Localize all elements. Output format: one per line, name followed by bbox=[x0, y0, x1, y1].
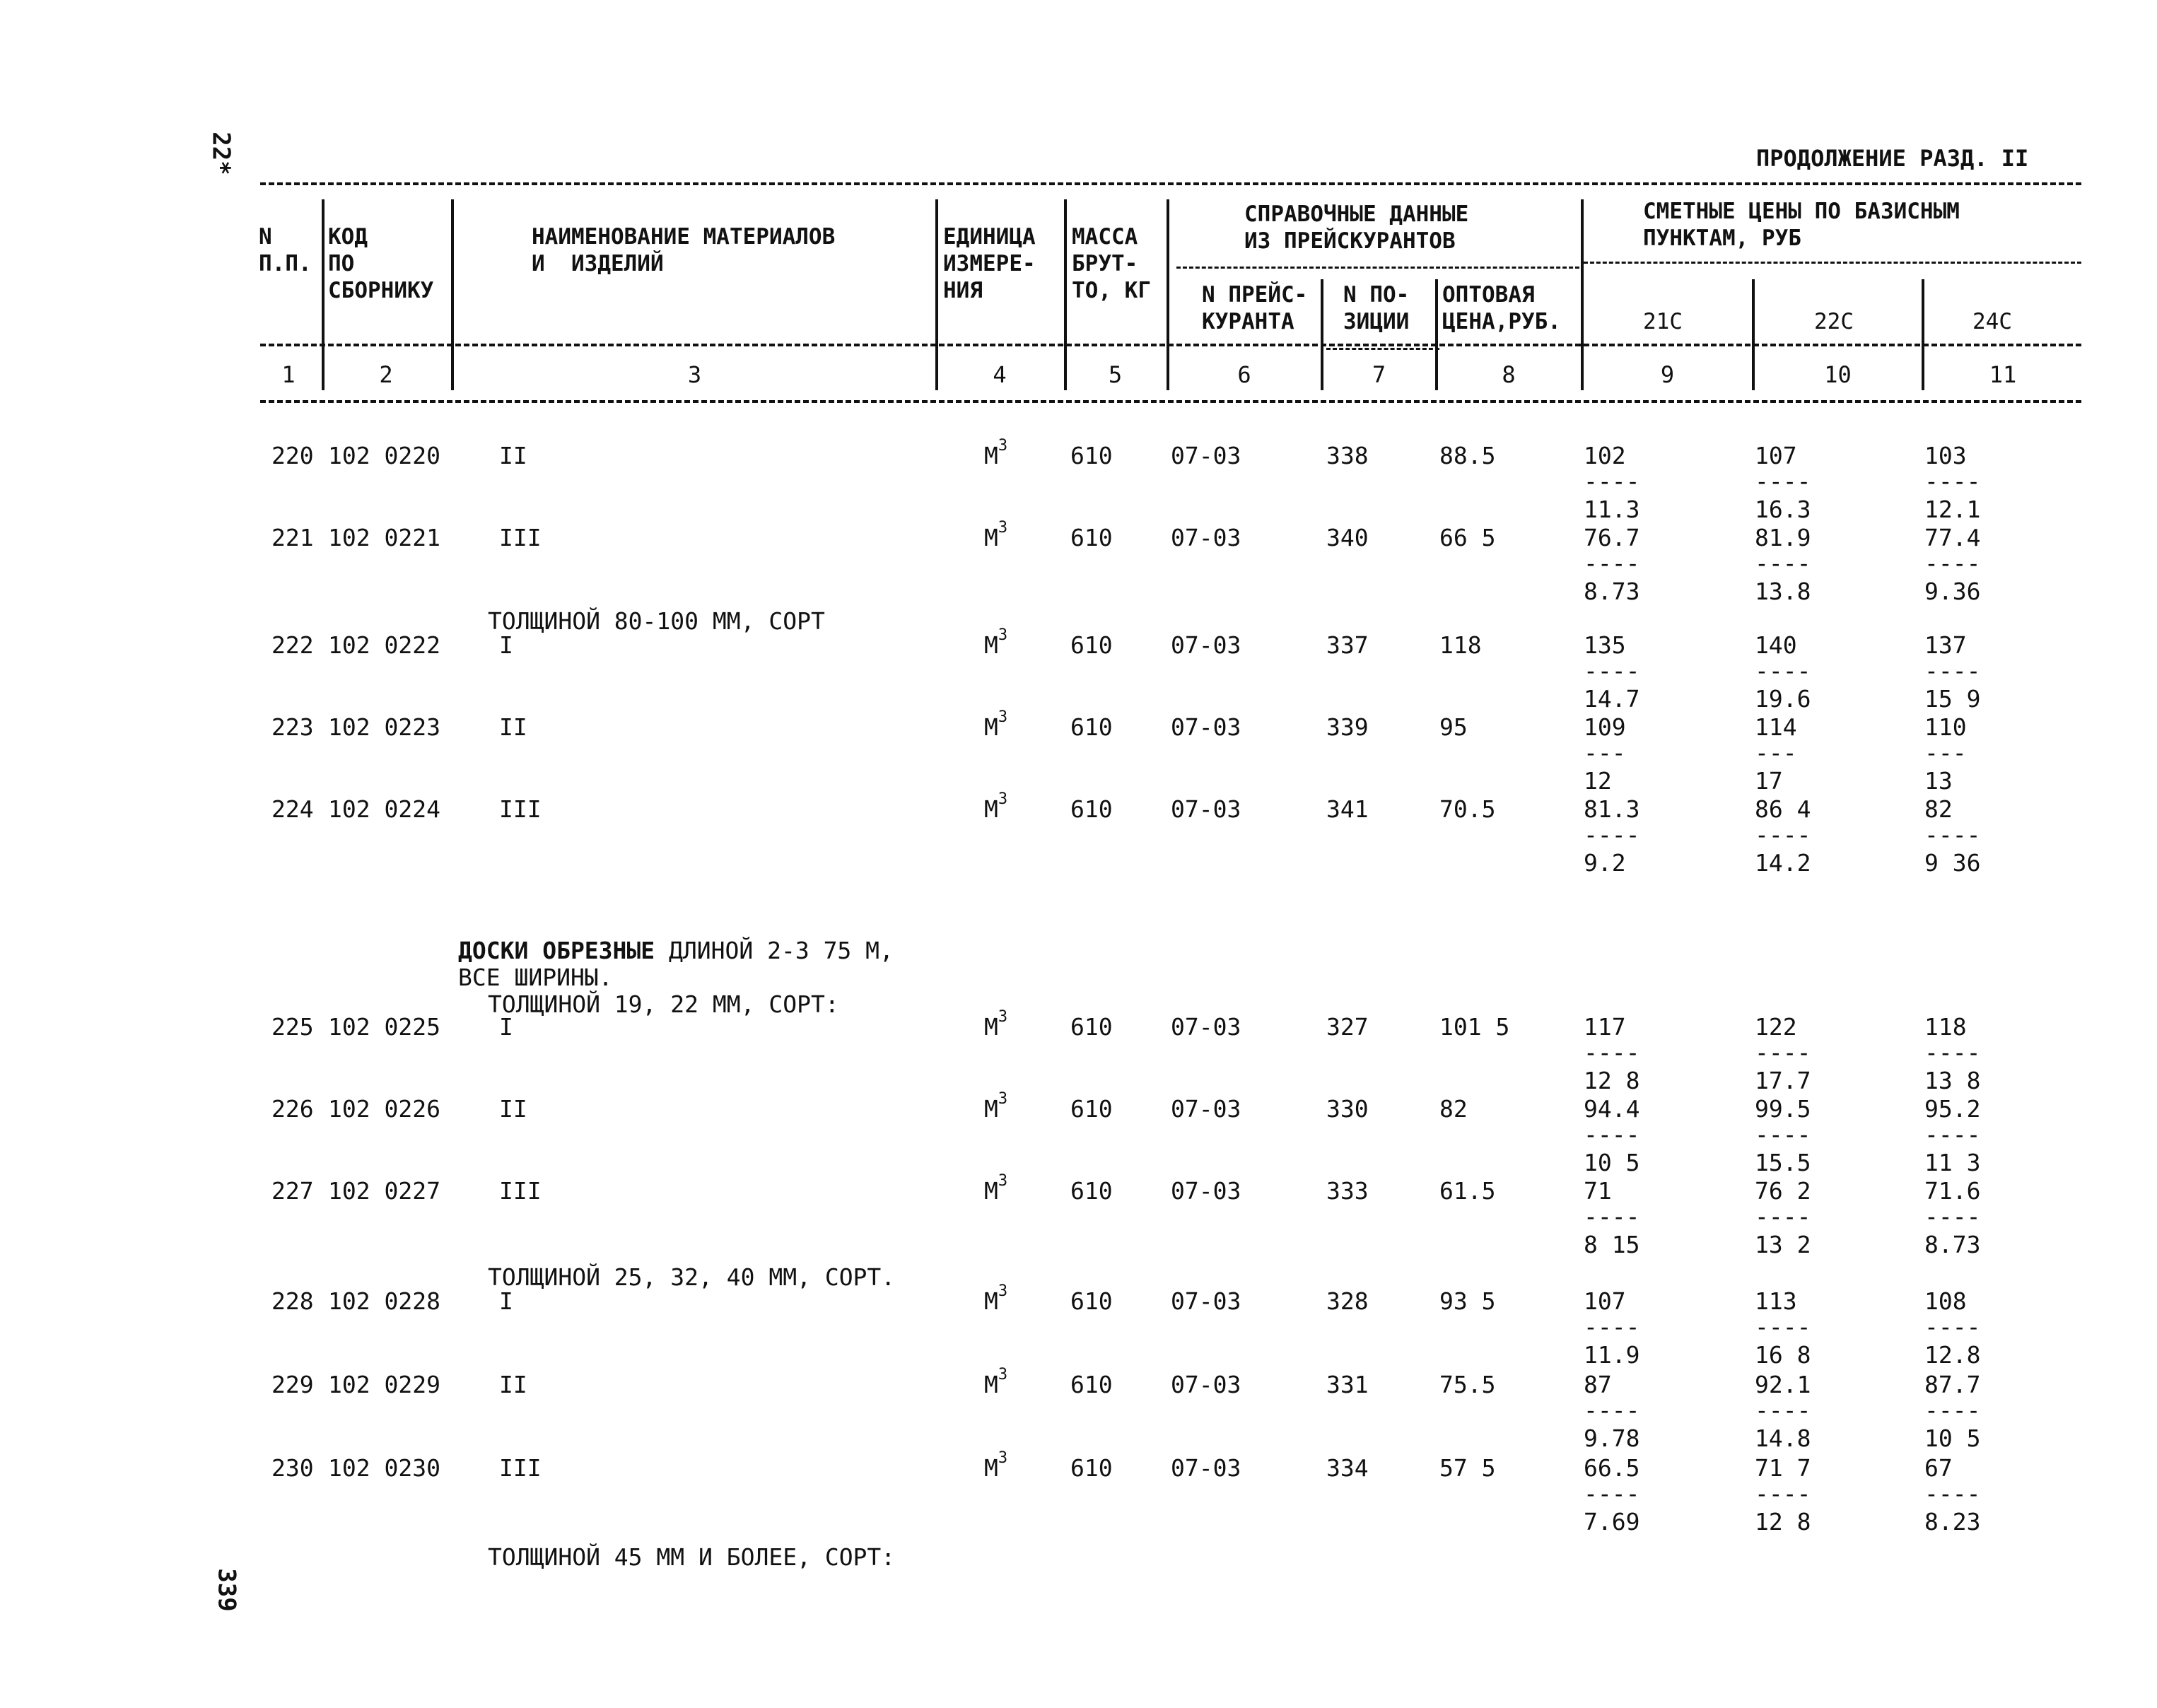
hdr-pp: П.П. bbox=[259, 251, 312, 276]
hdr-unit-3: НИЯ bbox=[943, 278, 983, 303]
row-c22-transport: 16.3 bbox=[1755, 496, 1811, 523]
row-price-list: 07-03 bbox=[1171, 1371, 1241, 1398]
row-wholesale-price: 95 bbox=[1439, 713, 1468, 741]
vsep-5 bbox=[1167, 199, 1169, 390]
row-c21-fraction-bar: ---- bbox=[1584, 467, 1640, 495]
hdr-pricelist-1: N ПРЕЙС- bbox=[1202, 282, 1308, 308]
row-number: 229 bbox=[271, 1371, 314, 1398]
hdr-code-3: СБОРНИКУ bbox=[328, 278, 434, 303]
row-position: 337 bbox=[1326, 631, 1369, 659]
row-wholesale-price: 88.5 bbox=[1439, 442, 1496, 469]
colnum-6: 6 bbox=[1237, 361, 1251, 388]
rule-pos-sub bbox=[1326, 348, 1439, 350]
row-c22-fraction-bar: ---- bbox=[1755, 467, 1811, 495]
row-c21-price: 117 bbox=[1584, 1013, 1626, 1041]
section-thickness-45: ТОЛЩИНОЙ 45 ММ И БОЛЕЕ, СОРТ: bbox=[488, 1543, 896, 1571]
hdr-mass-2: БРУТ- bbox=[1072, 251, 1138, 276]
vsep-10 bbox=[1922, 279, 1924, 390]
colnum-2: 2 bbox=[379, 361, 393, 388]
row-c21-fraction-bar: ---- bbox=[1584, 549, 1640, 577]
row-c21-fraction-bar: ---- bbox=[1584, 1313, 1640, 1340]
row-c22-fraction-bar: --- bbox=[1755, 739, 1797, 766]
colnum-4: 4 bbox=[993, 361, 1007, 388]
unit-exponent: 3 bbox=[998, 790, 1008, 808]
row-unit bbox=[984, 1449, 1008, 1482]
section-doski-rest: ДЛИНОЙ 2-3 75 М, bbox=[655, 937, 894, 964]
row-mass: 610 bbox=[1070, 631, 1113, 659]
row-position: 340 bbox=[1326, 524, 1369, 551]
colnum-3: 3 bbox=[687, 361, 702, 388]
row-code: 102 0223 bbox=[328, 713, 440, 741]
row-price-list: 07-03 bbox=[1171, 631, 1241, 659]
row-c22-fraction-bar: ---- bbox=[1755, 821, 1811, 848]
row-c22-price: 140 bbox=[1755, 631, 1797, 659]
unit-base: М bbox=[984, 713, 998, 741]
row-unit bbox=[984, 1282, 1008, 1315]
row-code: 102 0222 bbox=[328, 631, 440, 659]
vsep-9 bbox=[1752, 279, 1755, 390]
row-price-list: 07-03 bbox=[1171, 713, 1241, 741]
unit-base: М bbox=[984, 1287, 998, 1315]
row-name: III bbox=[499, 795, 542, 823]
row-position: 334 bbox=[1326, 1454, 1369, 1482]
row-unit bbox=[984, 1090, 1008, 1123]
unit-exponent: 3 bbox=[998, 708, 1008, 726]
row-c22-transport: 17 bbox=[1755, 767, 1783, 795]
row-c21-transport: 9.78 bbox=[1584, 1425, 1640, 1452]
row-code: 102 0226 bbox=[328, 1095, 440, 1123]
row-c22-fraction-bar: ---- bbox=[1755, 1121, 1811, 1148]
hdr-group2-1: СМЕТНЫЕ ЦЕНЫ ПО БАЗИСНЫМ bbox=[1643, 199, 1960, 224]
row-position: 328 bbox=[1326, 1287, 1369, 1315]
row-position: 331 bbox=[1326, 1371, 1369, 1398]
row-unit bbox=[984, 437, 1008, 469]
hdr-group2-2: ПУНКТАМ, РУБ bbox=[1643, 226, 1801, 251]
row-mass: 610 bbox=[1070, 713, 1113, 741]
row-c21-price: 135 bbox=[1584, 631, 1626, 659]
row-c21-fraction-bar: --- bbox=[1584, 739, 1626, 766]
unit-exponent: 3 bbox=[998, 1282, 1008, 1300]
row-name: II bbox=[499, 1371, 527, 1398]
row-mass: 610 bbox=[1070, 1013, 1113, 1041]
colnum-10: 10 bbox=[1824, 361, 1852, 388]
vsep-7 bbox=[1435, 279, 1438, 390]
row-c22-price: 81.9 bbox=[1755, 524, 1811, 551]
row-c21-fraction-bar: ---- bbox=[1584, 657, 1640, 684]
row-c21-fraction-bar: ---- bbox=[1584, 1203, 1640, 1230]
row-wholesale-price: 70.5 bbox=[1439, 795, 1496, 823]
row-number: 221 bbox=[271, 524, 314, 551]
row-price-list: 07-03 bbox=[1171, 524, 1241, 551]
row-c24-fraction-bar: ---- bbox=[1924, 467, 1981, 495]
row-c21-price: 87 bbox=[1584, 1371, 1612, 1398]
colnum-1: 1 bbox=[281, 361, 296, 388]
row-price-list: 07-03 bbox=[1171, 1095, 1241, 1123]
row-wholesale-price: 75.5 bbox=[1439, 1371, 1496, 1398]
hdr-unit-1: ЕДИНИЦА bbox=[943, 224, 1036, 250]
hdr-21c: 21С bbox=[1643, 309, 1683, 334]
row-name: III bbox=[499, 1454, 542, 1482]
row-c22-price: 99.5 bbox=[1755, 1095, 1811, 1123]
vsep-2 bbox=[451, 199, 454, 390]
section-thickness-25: ТОЛЩИНОЙ 25, 32, 40 ММ, СОРТ. bbox=[488, 1263, 896, 1291]
row-c21-price: 102 bbox=[1584, 442, 1626, 469]
unit-exponent: 3 bbox=[998, 1366, 1008, 1384]
row-number: 220 bbox=[271, 442, 314, 469]
row-c24-transport: 8.73 bbox=[1924, 1231, 1981, 1258]
row-price-list: 07-03 bbox=[1171, 1013, 1241, 1041]
row-c21-price: 81.3 bbox=[1584, 795, 1640, 823]
row-c22-transport: 14.8 bbox=[1755, 1425, 1811, 1452]
row-c22-price: 114 bbox=[1755, 713, 1797, 741]
row-unit bbox=[984, 708, 1008, 741]
vsep-1 bbox=[322, 199, 325, 390]
row-number: 230 bbox=[271, 1454, 314, 1482]
row-name: I bbox=[499, 1013, 513, 1041]
unit-base: М bbox=[984, 631, 998, 659]
row-position: 339 bbox=[1326, 713, 1369, 741]
row-unit bbox=[984, 1172, 1008, 1205]
row-c22-fraction-bar: ---- bbox=[1755, 549, 1811, 577]
row-price-list: 07-03 bbox=[1171, 795, 1241, 823]
row-c21-transport: 8 15 bbox=[1584, 1231, 1640, 1258]
unit-exponent: 3 bbox=[998, 626, 1008, 644]
row-c22-price: 107 bbox=[1755, 442, 1797, 469]
row-name: I bbox=[499, 631, 513, 659]
row-number: 228 bbox=[271, 1287, 314, 1315]
row-c24-price: 137 bbox=[1924, 631, 1967, 659]
row-c24-fraction-bar: ---- bbox=[1924, 1396, 1981, 1424]
row-c21-transport: 11.9 bbox=[1584, 1341, 1640, 1369]
row-c24-transport: 15 9 bbox=[1924, 685, 1981, 713]
row-c21-transport: 12 8 bbox=[1584, 1067, 1640, 1094]
hdr-price-1: ОПТОВАЯ bbox=[1442, 282, 1535, 308]
row-c24-price: 108 bbox=[1924, 1287, 1967, 1315]
row-c22-transport: 14.2 bbox=[1755, 849, 1811, 877]
row-c24-transport: 9 36 bbox=[1924, 849, 1981, 877]
row-c21-transport: 10 5 bbox=[1584, 1149, 1640, 1176]
unit-base: М bbox=[984, 1177, 998, 1205]
vsep-4 bbox=[1064, 199, 1067, 390]
rule-group1-under bbox=[1176, 267, 1579, 269]
row-position: 341 bbox=[1326, 795, 1369, 823]
section-thickness-19: ТОЛЩИНОЙ 19, 22 ММ, СОРТ: bbox=[488, 990, 839, 1018]
row-wholesale-price: 82 bbox=[1439, 1095, 1468, 1123]
vsep-3 bbox=[935, 199, 938, 390]
row-c22-transport: 19.6 bbox=[1755, 685, 1811, 713]
hdr-24c: 24С bbox=[1972, 309, 2012, 334]
row-c24-fraction-bar: ---- bbox=[1924, 1480, 1981, 1507]
row-c24-price: 82 bbox=[1924, 795, 1953, 823]
hdr-unit-2: ИЗМЕРЕ- bbox=[943, 251, 1036, 276]
row-c24-fraction-bar: ---- bbox=[1924, 1039, 1981, 1066]
row-c24-price: 77.4 bbox=[1924, 524, 1981, 551]
row-c21-price: 94.4 bbox=[1584, 1095, 1640, 1123]
hdr-pos-1: N ПО- bbox=[1343, 282, 1410, 308]
row-c24-transport: 13 8 bbox=[1924, 1067, 1981, 1094]
row-c21-fraction-bar: ---- bbox=[1584, 1039, 1640, 1066]
row-mass: 610 bbox=[1070, 1371, 1113, 1398]
unit-exponent: 3 bbox=[998, 437, 1008, 455]
hdr-group1-2: ИЗ ПРЕЙСКУРАНТОВ bbox=[1244, 228, 1456, 254]
row-code: 102 0221 bbox=[328, 524, 440, 551]
colnum-9: 9 bbox=[1660, 361, 1675, 388]
section-doski-bold: ДОСКИ ОБРЕЗНЫЕ bbox=[458, 937, 655, 964]
row-c21-transport: 8.73 bbox=[1584, 578, 1640, 605]
row-price-list: 07-03 bbox=[1171, 1454, 1241, 1482]
side-mark: 22* bbox=[206, 131, 235, 175]
row-c22-fraction-bar: ---- bbox=[1755, 1313, 1811, 1340]
row-c24-price: 118 bbox=[1924, 1013, 1967, 1041]
row-c21-fraction-bar: ---- bbox=[1584, 1480, 1640, 1507]
row-c21-fraction-bar: ---- bbox=[1584, 1396, 1640, 1424]
row-c22-fraction-bar: ---- bbox=[1755, 1039, 1811, 1066]
section-thickness-80: ТОЛЩИНОЙ 80-100 ММ, СОРТ bbox=[488, 607, 825, 635]
row-position: 333 bbox=[1326, 1177, 1369, 1205]
continuation-heading: ПРОДОЛЖЕНИЕ РАЗД. II bbox=[1756, 145, 2029, 172]
row-name: II bbox=[499, 1095, 527, 1123]
row-name: II bbox=[499, 442, 527, 469]
row-code: 102 0220 bbox=[328, 442, 440, 469]
row-name: III bbox=[499, 524, 542, 551]
row-price-list: 07-03 bbox=[1171, 1177, 1241, 1205]
row-c24-transport: 11 3 bbox=[1924, 1149, 1981, 1176]
row-price-list: 07-03 bbox=[1171, 1287, 1241, 1315]
row-unit bbox=[984, 1366, 1008, 1398]
rule-header-bottom bbox=[260, 344, 2081, 346]
row-code: 102 0225 bbox=[328, 1013, 440, 1041]
row-mass: 610 bbox=[1070, 1287, 1113, 1315]
row-c24-fraction-bar: ---- bbox=[1924, 549, 1981, 577]
row-unit bbox=[984, 790, 1008, 823]
unit-base: М bbox=[984, 1454, 998, 1482]
unit-base: М bbox=[984, 524, 998, 551]
hdr-mass-1: МАССА bbox=[1072, 224, 1138, 250]
row-c21-fraction-bar: ---- bbox=[1584, 1121, 1640, 1148]
unit-base: М bbox=[984, 1371, 998, 1398]
row-c24-transport: 13 bbox=[1924, 767, 1953, 795]
colnum-11: 11 bbox=[1989, 361, 2017, 388]
row-c22-transport: 12 8 bbox=[1755, 1508, 1811, 1536]
row-code: 102 0230 bbox=[328, 1454, 440, 1482]
rule-group2-under bbox=[1584, 262, 2081, 264]
row-c22-price: 86 4 bbox=[1755, 795, 1811, 823]
unit-exponent: 3 bbox=[998, 1449, 1008, 1467]
row-c22-transport: 13.8 bbox=[1755, 578, 1811, 605]
row-name: II bbox=[499, 713, 527, 741]
row-c24-price: 103 bbox=[1924, 442, 1967, 469]
rule-colnum-bottom bbox=[260, 400, 2081, 403]
row-wholesale-price: 61.5 bbox=[1439, 1177, 1496, 1205]
row-mass: 610 bbox=[1070, 1095, 1113, 1123]
section-doski-line2: ВСЕ ШИРИНЫ. bbox=[458, 964, 613, 991]
row-c24-transport: 8.23 bbox=[1924, 1508, 1981, 1536]
row-c21-transport: 7.69 bbox=[1584, 1508, 1640, 1536]
row-c22-fraction-bar: ---- bbox=[1755, 657, 1811, 684]
row-c24-transport: 12.8 bbox=[1924, 1341, 1981, 1369]
row-unit bbox=[984, 1008, 1008, 1041]
row-c24-price: 87.7 bbox=[1924, 1371, 1981, 1398]
row-c22-fraction-bar: ---- bbox=[1755, 1203, 1811, 1230]
row-wholesale-price: 57 5 bbox=[1439, 1454, 1496, 1482]
row-c24-transport: 12.1 bbox=[1924, 496, 1981, 523]
row-code: 102 0229 bbox=[328, 1371, 440, 1398]
row-c21-price: 76.7 bbox=[1584, 524, 1640, 551]
row-c22-transport: 17.7 bbox=[1755, 1067, 1811, 1094]
row-number: 223 bbox=[271, 713, 314, 741]
row-c21-fraction-bar: ---- bbox=[1584, 821, 1640, 848]
row-price-list: 07-03 bbox=[1171, 442, 1241, 469]
row-name: I bbox=[499, 1287, 513, 1315]
row-c21-price: 109 bbox=[1584, 713, 1626, 741]
hdr-code-1: КОД bbox=[328, 224, 368, 250]
row-mass: 610 bbox=[1070, 1454, 1113, 1482]
row-c24-fraction-bar: ---- bbox=[1924, 657, 1981, 684]
row-wholesale-price: 66 5 bbox=[1439, 524, 1496, 551]
row-c24-price: 71.6 bbox=[1924, 1177, 1981, 1205]
row-mass: 610 bbox=[1070, 524, 1113, 551]
row-wholesale-price: 101 5 bbox=[1439, 1013, 1510, 1041]
row-c24-fraction-bar: ---- bbox=[1924, 1121, 1981, 1148]
row-wholesale-price: 93 5 bbox=[1439, 1287, 1496, 1315]
row-c22-transport: 13 2 bbox=[1755, 1231, 1811, 1258]
unit-exponent: 3 bbox=[998, 1008, 1008, 1026]
row-c22-price: 113 bbox=[1755, 1287, 1797, 1315]
hdr-code-2: ПО bbox=[328, 251, 355, 276]
vsep-8 bbox=[1581, 199, 1584, 390]
section-doski bbox=[458, 939, 894, 962]
hdr-price-2: ЦЕНА,РУБ. bbox=[1442, 309, 1561, 334]
row-unit bbox=[984, 519, 1008, 551]
row-number: 224 bbox=[271, 795, 314, 823]
row-c21-transport: 9.2 bbox=[1584, 849, 1626, 877]
row-c24-fraction-bar: ---- bbox=[1924, 821, 1981, 848]
colnum-8: 8 bbox=[1502, 361, 1516, 388]
row-c24-transport: 9.36 bbox=[1924, 578, 1981, 605]
row-c24-fraction-bar: ---- bbox=[1924, 1313, 1981, 1340]
row-code: 102 0228 bbox=[328, 1287, 440, 1315]
row-c22-price: 92.1 bbox=[1755, 1371, 1811, 1398]
row-name: III bbox=[499, 1177, 542, 1205]
row-wholesale-price: 118 bbox=[1439, 631, 1482, 659]
page-number: 339 bbox=[212, 1568, 241, 1612]
hdr-22c: 22С bbox=[1814, 309, 1854, 334]
unit-base: М bbox=[984, 1013, 998, 1041]
vsep-6 bbox=[1321, 279, 1323, 390]
row-number: 226 bbox=[271, 1095, 314, 1123]
row-c22-price: 76 2 bbox=[1755, 1177, 1811, 1205]
unit-base: М bbox=[984, 795, 998, 823]
row-position: 338 bbox=[1326, 442, 1369, 469]
row-c21-transport: 14.7 bbox=[1584, 685, 1640, 713]
row-c22-transport: 15.5 bbox=[1755, 1149, 1811, 1176]
colnum-5: 5 bbox=[1108, 361, 1123, 388]
row-c24-price: 95.2 bbox=[1924, 1095, 1981, 1123]
hdr-group1-1: СПРАВОЧНЫЕ ДАННЫЕ bbox=[1244, 201, 1469, 227]
unit-base: М bbox=[984, 442, 998, 469]
row-mass: 610 bbox=[1070, 442, 1113, 469]
row-c21-price: 66.5 bbox=[1584, 1454, 1640, 1482]
hdr-mass-3: ТО, КГ bbox=[1072, 278, 1151, 303]
row-number: 225 bbox=[271, 1013, 314, 1041]
unit-exponent: 3 bbox=[998, 519, 1008, 537]
unit-exponent: 3 bbox=[998, 1172, 1008, 1190]
row-c21-price: 71 bbox=[1584, 1177, 1612, 1205]
row-number: 227 bbox=[271, 1177, 314, 1205]
row-code: 102 0224 bbox=[328, 795, 440, 823]
row-mass: 610 bbox=[1070, 1177, 1113, 1205]
row-c22-price: 122 bbox=[1755, 1013, 1797, 1041]
row-number: 222 bbox=[271, 631, 314, 659]
hdr-n: N bbox=[259, 224, 272, 250]
row-c22-fraction-bar: ---- bbox=[1755, 1396, 1811, 1424]
row-c21-transport: 12 bbox=[1584, 767, 1612, 795]
row-c21-price: 107 bbox=[1584, 1287, 1626, 1315]
row-c21-transport: 11.3 bbox=[1584, 496, 1640, 523]
row-position: 327 bbox=[1326, 1013, 1369, 1041]
row-c22-price: 71 7 bbox=[1755, 1454, 1811, 1482]
row-c22-fraction-bar: ---- bbox=[1755, 1480, 1811, 1507]
unit-base: М bbox=[984, 1095, 998, 1123]
row-mass: 610 bbox=[1070, 795, 1113, 823]
row-position: 330 bbox=[1326, 1095, 1369, 1123]
row-unit bbox=[984, 626, 1008, 659]
hdr-pricelist-2: КУРАНТА bbox=[1202, 309, 1294, 334]
row-c24-price: 67 bbox=[1924, 1454, 1953, 1482]
row-code: 102 0227 bbox=[328, 1177, 440, 1205]
row-c24-transport: 10 5 bbox=[1924, 1425, 1981, 1452]
colnum-7: 7 bbox=[1372, 361, 1386, 388]
row-c24-fraction-bar: --- bbox=[1924, 739, 1967, 766]
rule-top bbox=[260, 182, 2081, 185]
row-c24-fraction-bar: ---- bbox=[1924, 1203, 1981, 1230]
row-c24-price: 110 bbox=[1924, 713, 1967, 741]
row-c22-transport: 16 8 bbox=[1755, 1341, 1811, 1369]
hdr-name-1: НАИМЕНОВАНИЕ МАТЕРИАЛОВ bbox=[532, 224, 836, 250]
hdr-name-2: И ИЗДЕЛИЙ bbox=[532, 251, 664, 276]
unit-exponent: 3 bbox=[998, 1090, 1008, 1108]
hdr-pos-2: ЗИЦИИ bbox=[1343, 309, 1410, 334]
